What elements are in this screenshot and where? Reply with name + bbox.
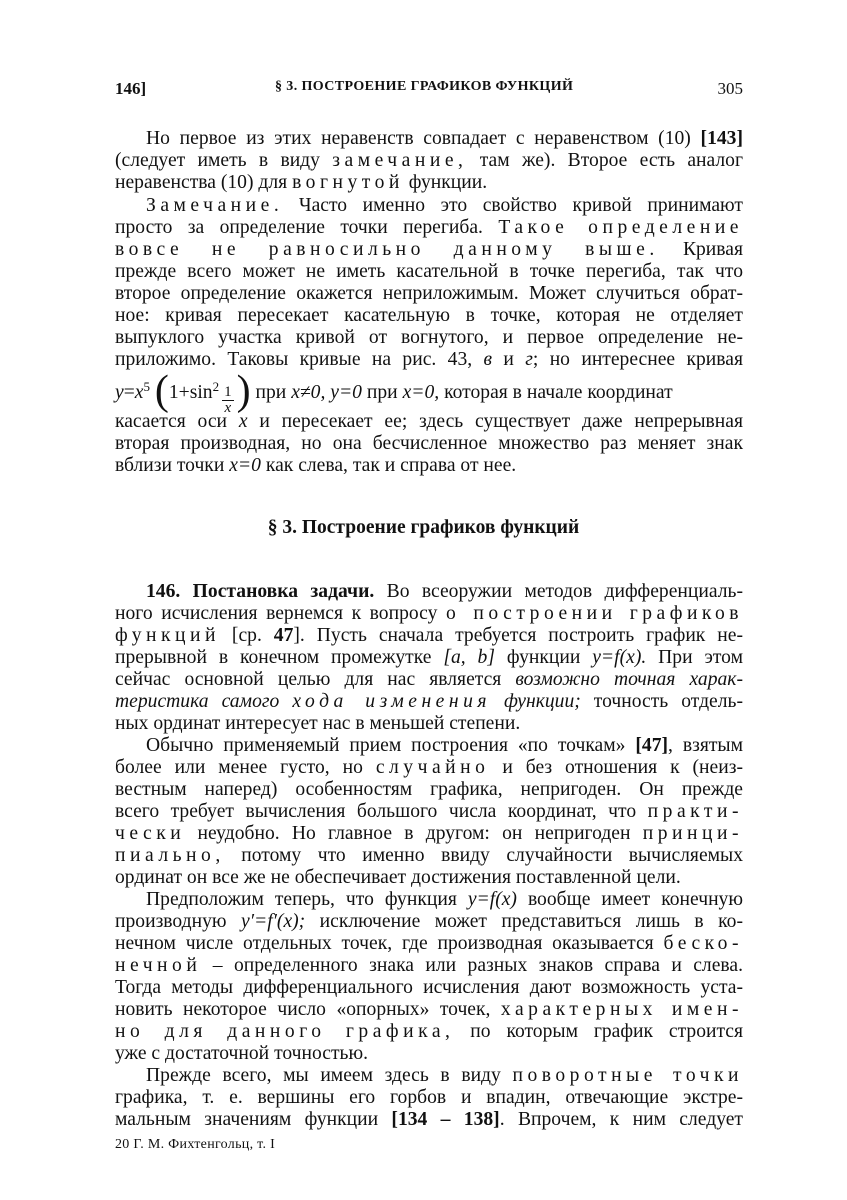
text-line: касается оси x и пересекает ее; здесь существует даже непрерывная	[115, 411, 743, 432]
signature-footer: 20 Г. М. Фихтенгольц, т. I	[115, 1137, 276, 1152]
text-line: ординат он все же не обеспечивает достижения поставленной цели.	[115, 867, 681, 888]
running-title: § 3. ПОСТРОЕНИЕ ГРАФИКОВ ФУНКЦИЙ	[275, 79, 574, 94]
cross-reference[interactable]: [143]	[700, 128, 743, 149]
text-line: чески неудобно. Но главное в другом: он непригоден принци-	[115, 823, 743, 844]
running-head	[115, 79, 743, 105]
remark-label: Замечание.	[146, 195, 284, 216]
text-line: нечном числе отдельных точек, где производная оказывается беско-	[115, 933, 743, 954]
text-line: 146. Постановка задачи. Во всеоружии методов дифференциаль-	[146, 581, 743, 602]
text-line: Тогда методы дифференциального исчисления дают возможность уста-	[115, 977, 743, 998]
text-line: производную y′=f′(x); исключение может представиться лишь в ко-	[115, 911, 743, 932]
page-number: 305	[717, 79, 743, 98]
fraction: $\frac{1}{x}$	[224, 384, 232, 416]
text-line: функций [ср. 47]. Пусть сначала требуется построить график не-	[115, 625, 743, 646]
text-line: неравенства (10) для вогнутой функции.	[115, 172, 488, 193]
cross-reference[interactable]: 47	[273, 625, 294, 646]
text-line: просто за определение точки перегиба. Такое определение	[115, 217, 743, 238]
text-line: вестным наперед) особенностям графика, непригоден. Он прежде	[115, 779, 743, 800]
text-line: пиально, потому что именно ввиду случайности вычисляемых	[115, 845, 744, 866]
text-line: Замечание. Часто именно это свойство кривой принимают	[146, 195, 743, 216]
text-line: Но первое из этих неравенств совпадает с неравенством (10) [143]	[146, 128, 743, 149]
text-line: вблизи точки x=0 как слева, так и справа от нее.	[115, 455, 517, 476]
text-line: всего требует вычисления большого числа координат, что практи-	[115, 801, 743, 822]
text-line: новить некоторое число «опорных» точек, характерных имен-	[115, 999, 743, 1020]
section-marker: 146]	[115, 79, 147, 98]
text-line: более или менее густо, но случайно и без отношения к (неиз-	[115, 757, 743, 778]
text-line: (следует иметь в виду замечание, там же). Второе есть аналог	[115, 150, 743, 171]
text-line: выпуклого участка кривой от вогнутого, и первое определение не-	[115, 327, 743, 348]
text-line: мальным значениям функции [134 – 138]. Впрочем, к ним следует	[115, 1109, 743, 1130]
section-heading: § 3. Построение графиков функций	[267, 517, 580, 538]
subsection-title: 146. Постановка задачи.	[146, 581, 375, 602]
cross-reference[interactable]: [134 – 138]	[391, 1109, 500, 1130]
text-line: ного исчисления вернемся к вопросу о построении графиков	[115, 603, 743, 624]
text-line: второе определение окажется неприложимым. Может случиться обрат-	[115, 283, 743, 304]
formula-line: $y=x^5$ ($1+\sin^2$ $\frac{1}{x}$ ) при x≠0, y=0 при x=0, которая в начале координат	[115, 368, 673, 416]
text-line: ное: кривая пересекает касательную в точке, которая не отделяет	[115, 305, 743, 326]
text-line: прежде всего может не иметь касательной в точке перегиба, так что	[115, 261, 743, 282]
text-line: графика, т. е. вершины его горбов и впадин, отвечающие экстре-	[115, 1087, 743, 1108]
text-line: Предположим теперь, что функция y=f(x) вообще имеет конечную	[146, 889, 743, 910]
text-line: сейчас основной целью для нас является возможно точная харак-	[115, 669, 743, 690]
text-line: уже с достаточной точностью.	[115, 1043, 369, 1064]
text-line: вовсе не равносильно данному выше. Кривая	[115, 239, 743, 260]
text-line: Прежде всего, мы имеем здесь в виду поворотные точки	[146, 1065, 743, 1086]
text-line: Обычно применяемый прием построения «по точкам» [47], взятым	[146, 735, 744, 756]
text-line: приложимо. Таковы кривые на рис. 43, в и г; но интереснее кривая	[115, 349, 743, 370]
text-line: прерывной в конечном промежутке [a, b] функции y=f(x). При этом	[115, 647, 743, 668]
text-line: ных ординат интересует нас в меньшей степени.	[115, 713, 521, 734]
cross-reference[interactable]: [47]	[635, 735, 669, 756]
text-line: теристика самого хода изменения функции; точность отдель-	[115, 691, 743, 712]
text-line: нечной – определенного знака или разных знаков справа и слева.	[115, 955, 743, 976]
text-line: вторая производная, но она бесчисленное множество раз меняет знак	[115, 433, 743, 454]
text-line: но для данного графика, по которым график строится	[115, 1021, 743, 1042]
